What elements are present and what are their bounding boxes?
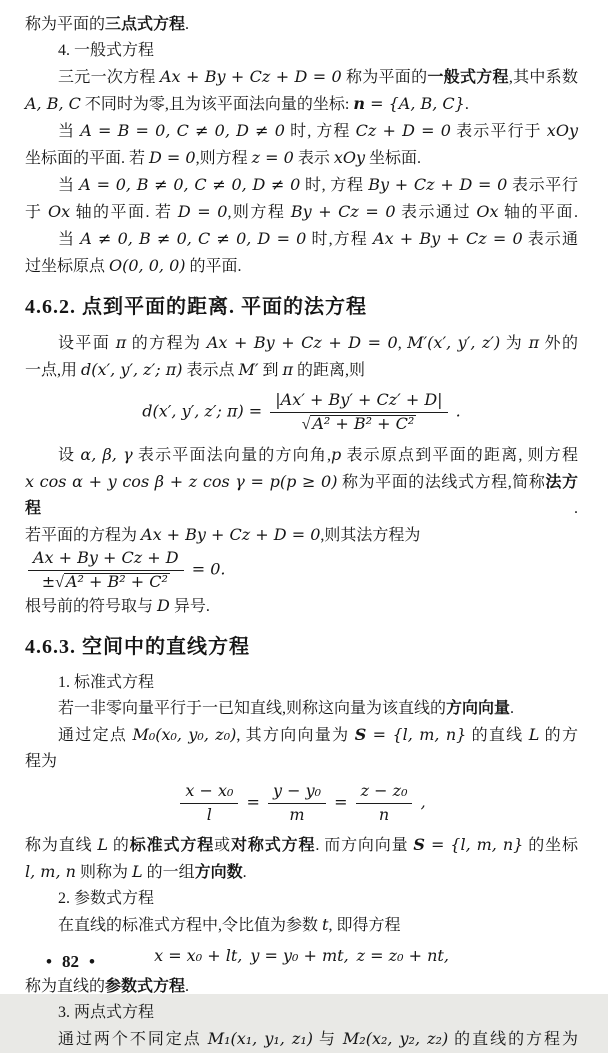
- text-run: xOy: [333, 148, 366, 167]
- fraction-numerator: [180, 782, 238, 804]
- text-run: d(x′, y′, z′; π) =: [142, 401, 268, 421]
- text-line: [25, 172, 578, 199]
- text-run: 表示通: [522, 231, 578, 248]
- text-run: 参数式方程: [105, 978, 186, 996]
- text-run: 3. 两点式方程: [58, 1004, 155, 1022]
- fraction: [28, 549, 184, 593]
- text-run: A² + B² + C²: [65, 572, 168, 592]
- text-run: A = B = 0, C ≠ 0, D ≠ 0: [80, 121, 285, 140]
- text-run: 1. 标准式方程: [58, 673, 155, 691]
- text-run: 三元一次方程: [58, 69, 160, 86]
- section-heading-4-6-2: [25, 293, 578, 321]
- fraction-denominator: [356, 804, 413, 825]
- text-run: 通过定点: [58, 726, 133, 744]
- text-run: M₁(x₁, y₁, z₁): [207, 1029, 313, 1049]
- text-run: ,: [415, 792, 426, 812]
- text-line: [25, 832, 578, 859]
- text-line: [25, 722, 578, 749]
- text-run: x cos α + y cos β + z cos γ = p(p ≥ 0): [25, 471, 338, 491]
- text-line: [25, 749, 578, 775]
- text-run: 于: [25, 204, 48, 221]
- text-run: A ≠ 0, B ≠ 0, C ≠ 0, D = 0: [80, 229, 307, 248]
- text-run: 2. 参数式方程: [58, 890, 155, 908]
- text-run: O(0, 0, 0): [109, 256, 186, 275]
- text-run: α, β, γ: [80, 444, 133, 464]
- text-run: 外的: [539, 335, 578, 352]
- text-run: A, B, C: [25, 94, 81, 113]
- text-run: .: [510, 699, 515, 717]
- text-run: ,则方程: [195, 150, 252, 167]
- text-run: = 0.: [186, 559, 226, 579]
- text-run: 称为直线的: [25, 978, 106, 996]
- text-line: [25, 912, 578, 939]
- page-content: [25, 12, 578, 1053]
- text-run: Ox: [476, 202, 499, 221]
- text-run: 过坐标原点: [25, 258, 110, 275]
- text-run: .: [464, 96, 469, 113]
- text-run: t: [322, 915, 329, 935]
- text-run: = {l, m, n}: [366, 724, 467, 744]
- radical: [55, 573, 170, 591]
- text-run: 为: [500, 335, 529, 352]
- fraction-numerator: [356, 782, 413, 804]
- text-run: 称为直线: [25, 837, 98, 855]
- text-run: 称为平面的: [25, 16, 106, 33]
- text-run: =: [241, 792, 265, 812]
- text-run: 的坐标: [523, 837, 578, 855]
- fraction: [180, 782, 238, 826]
- text-run: S: [354, 724, 367, 744]
- text-run: By + Cz + D = 0: [368, 175, 508, 194]
- text-run: |Ax′ + By′ + Cz′ + D|: [275, 390, 443, 409]
- fraction: [270, 391, 447, 435]
- text-run: 的平面.: [185, 258, 242, 275]
- text-run: 表示点: [182, 362, 239, 379]
- text-run: x = x₀ + lt, y = y₀ + mt, z = z₀ + nt,: [154, 946, 449, 966]
- text-run: z = 0: [251, 148, 294, 167]
- text-run: 或: [214, 837, 231, 855]
- text-run: L: [97, 835, 108, 855]
- text-run: 对称式方程: [230, 837, 316, 855]
- text-run: 法方程: [25, 473, 578, 517]
- text-run: = {A, B, C}: [365, 94, 465, 113]
- text-run: y − y₀: [272, 780, 322, 800]
- subsection-title-2: [25, 886, 578, 912]
- text-run: 时, 方程: [284, 123, 356, 140]
- text-run: 4.6.3. 空间中的直线方程: [25, 635, 250, 658]
- radical-sign-icon: √: [55, 574, 64, 592]
- text-run: Ax + By + Cz = 0: [373, 229, 523, 248]
- text-run: D = 0: [177, 202, 228, 221]
- text-line: [25, 593, 578, 620]
- text-run: 则称为: [75, 864, 132, 882]
- text-run: 表示: [293, 150, 334, 167]
- text-run: ,则方程: [227, 204, 291, 221]
- text-run: m: [289, 804, 305, 824]
- text-run: n: [353, 94, 365, 113]
- text-run: M₀(x₀, y₀, z₀): [132, 724, 237, 744]
- text-run: 到: [258, 362, 283, 379]
- text-run: n: [378, 804, 390, 824]
- text-line: [25, 118, 578, 145]
- text-run: M₂(x₂, y₂, z₂): [342, 1029, 449, 1049]
- text-run: A² + B² + C²: [312, 414, 415, 434]
- radicand: [64, 573, 170, 591]
- fraction-denominator: [28, 571, 184, 592]
- text-line: [25, 91, 578, 118]
- text-run: 轴的平面. 若: [70, 204, 178, 221]
- standard-form-formula: [25, 782, 578, 826]
- text-run: D = 0: [149, 148, 196, 167]
- text-run: 一般式方程: [427, 69, 509, 86]
- fraction-denominator: [268, 804, 326, 825]
- distance-formula: [25, 391, 578, 435]
- radical-sign-icon: √: [301, 416, 311, 434]
- text-run: .: [450, 401, 461, 421]
- text-line: [25, 64, 578, 91]
- text-run: .: [573, 499, 578, 517]
- text-line: [25, 859, 578, 886]
- text-run: 不同时为零,且为该平面法向量的坐标:: [80, 96, 354, 113]
- fraction-numerator: [268, 782, 326, 804]
- text-line: [25, 226, 578, 253]
- text-run: 的方程为: [126, 335, 207, 352]
- text-run: D: [157, 595, 170, 615]
- text-run: 三点式方程: [105, 16, 186, 33]
- text-run: 的: [107, 837, 130, 855]
- text-run: 设: [58, 446, 81, 464]
- text-run: 的直线: [466, 726, 529, 744]
- text-run: 时, 方程: [300, 177, 369, 194]
- text-run: π: [115, 333, 127, 352]
- text-run: xOy: [546, 121, 578, 140]
- text-run: 通过两个不同定点: [58, 1031, 208, 1049]
- text-run: , 即得方程: [328, 917, 401, 935]
- text-run: d(x′, y′, z′; π): [81, 360, 183, 379]
- radicand: [310, 415, 416, 433]
- fraction-denominator: [270, 413, 447, 434]
- text-run: 根号前的符号取与: [25, 597, 158, 615]
- text-run: .: [242, 864, 247, 882]
- fraction-numerator: [28, 549, 184, 571]
- text-line: [25, 253, 578, 280]
- text-run: 称为平面的: [341, 69, 428, 86]
- text-run: x − x₀: [185, 780, 234, 800]
- text-line: [25, 145, 578, 172]
- text-run: ±: [41, 572, 56, 592]
- text-line: [25, 1026, 578, 1053]
- text-run: Ax + By + Cz + D = 0: [160, 67, 342, 86]
- fraction-denominator: [180, 804, 238, 825]
- text-run: 当: [58, 123, 81, 140]
- text-run: ,: [397, 335, 408, 352]
- text-run: 表示通过: [395, 204, 477, 221]
- text-line: [25, 442, 578, 469]
- text-line: [25, 469, 578, 522]
- text-run: 的方: [539, 726, 578, 744]
- text-run: 4. 一般式方程: [58, 42, 155, 59]
- text-run: A = 0, B ≠ 0, C ≠ 0, D ≠ 0: [79, 175, 301, 194]
- text-run: 表示平面法向量的方向角,: [132, 446, 332, 464]
- subsection-title-3: [25, 1000, 578, 1026]
- text-run: 的距离,则: [293, 362, 366, 379]
- text-run: π: [528, 333, 540, 352]
- text-run: 标准式方程: [129, 837, 215, 855]
- parametric-formula: [25, 946, 578, 967]
- text-line: [25, 357, 578, 384]
- page-number-bullet-left: •: [46, 952, 52, 971]
- text-run: l: [206, 804, 212, 824]
- text-run: 设平面: [58, 335, 116, 352]
- text-run: 在直线的标准式方程中,令比值为参数: [58, 917, 323, 935]
- text-line: [25, 330, 578, 357]
- text-run: 坐标面的平面. 若: [25, 150, 150, 167]
- text-run: 表示平行: [507, 177, 578, 194]
- text-run: 异号.: [169, 597, 210, 615]
- text-run: 与: [313, 1031, 343, 1049]
- text-run: l, m, n: [25, 862, 76, 882]
- text-run: 当: [58, 231, 81, 248]
- text-run: 若一非零向量平行于一已知直线,则称这向量为该直线的: [58, 699, 447, 717]
- text-line: [25, 696, 578, 722]
- page-number-bullet-right: •: [88, 952, 95, 971]
- text-run: 一点,用: [25, 362, 82, 379]
- text-run: 的直线的方程为: [448, 1031, 578, 1049]
- text-line: [25, 199, 578, 226]
- text-run: =: [329, 792, 353, 812]
- text-run: Ox: [47, 202, 71, 221]
- text-run: 表示原点到平面的距离, 则方程: [341, 446, 578, 464]
- section-heading-4-6-3: [25, 633, 578, 661]
- text-run: M′(x′, y′, z′): [407, 333, 501, 352]
- text-run: 程为: [25, 752, 58, 770]
- text-run: ,则其法方程为: [320, 526, 421, 544]
- text-run: 方向向量: [446, 699, 511, 717]
- text-run: 当: [58, 177, 80, 194]
- text-run: p: [331, 444, 342, 464]
- text-run: Ax + By + Cz + D = 0: [206, 333, 398, 352]
- fraction: [356, 782, 413, 826]
- text-run: .: [185, 978, 190, 996]
- fraction-numerator: [270, 391, 447, 413]
- text-run: . 而方向向量: [315, 837, 414, 855]
- text-run: Ax + By + Cz + D: [33, 547, 179, 567]
- normal-equation-line: [25, 522, 578, 593]
- text-run: L: [528, 724, 540, 744]
- text-run: L: [131, 862, 143, 882]
- text-line: [25, 12, 578, 38]
- text-run: 方向数: [194, 864, 243, 882]
- text-run: 4.6.2. 点到平面的距离. 平面的法方程: [25, 296, 367, 318]
- text-run: By + Cz = 0: [290, 202, 396, 221]
- text-run: Cz + D = 0: [355, 121, 451, 140]
- text-run: 时,方程: [306, 231, 374, 248]
- text-run: Ax + By + Cz + D = 0: [141, 524, 321, 544]
- text-run: 表示平行于: [450, 123, 547, 140]
- text-run: 称为平面的法线式方程,简称: [337, 473, 546, 491]
- subsection-title-4: [25, 38, 578, 64]
- text-run: 轴的平面.: [498, 204, 578, 221]
- text-run: 若平面的方程为: [25, 526, 142, 544]
- text-run: , 其方向向量为: [236, 726, 355, 744]
- fraction: [268, 782, 326, 826]
- text-run: 坐标面.: [365, 150, 422, 167]
- text-run: M′: [238, 360, 259, 379]
- text-run: ,其中系数: [508, 69, 578, 86]
- text-line: [25, 974, 578, 1000]
- text-run: .: [185, 16, 190, 33]
- subsection-title-1: [25, 670, 578, 696]
- page-number-value: 82: [61, 952, 79, 971]
- text-run: S: [413, 835, 425, 855]
- text-run: z − z₀: [360, 780, 408, 800]
- text-run: π: [282, 360, 294, 379]
- text-run: = {l, m, n}: [424, 835, 524, 855]
- text-run: 的一组: [142, 864, 195, 882]
- page-number: [46, 952, 105, 972]
- radical: [302, 415, 417, 433]
